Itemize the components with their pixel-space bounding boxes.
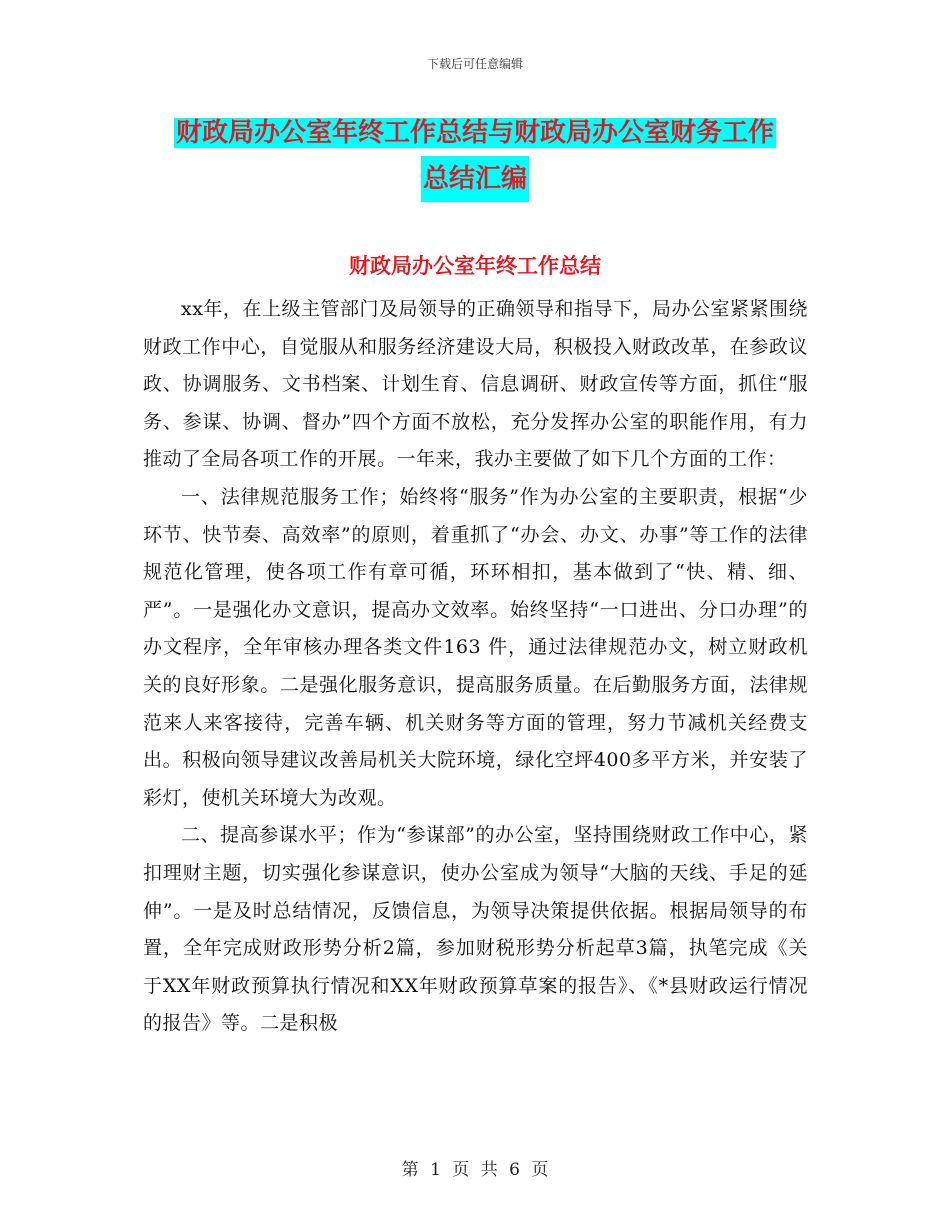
document-title-line2: 总结汇编 xyxy=(421,156,529,202)
body-text xyxy=(143,291,808,1043)
document-title-line1: 财政局办公室年终工作总结与财政局办公室财务工作 xyxy=(175,118,774,148)
paragraph-service: 一、法律规范服务工作；始终将“服务”作为办公室的主要职责，根据“少环节、快节奏、高效率”的原则，着重抓了“办会、办文、办事”等工作的法律规范化管理，使各项工作有章可循，环环相扣，基本做到了“快、精、细、严”。一是强化办文意识，提高办文效率。始终坚持“一口进出、分口办理”的办文程序，全年审核办理各类文件163 件，通过法律规范办文，树立财政机关的良好形象。二是强化服务意识，提高服务质量。在后勤服务方面，法律规范来人来客接待，完善车辆、机关财务等方面的管理，努力节减机关经费支出。积极向领导建议改善局机关大院环境，绿化空坪400多平方米，并安装了彩灯，使机关环境大为改观。 xyxy=(143,485,808,809)
section-title: 财政局办公室年终工作总结 xyxy=(349,254,601,278)
header-note: 下载后可任意编辑 xyxy=(426,57,523,71)
paragraph-intro: xx年，在上级主管部门及局领导的正确领导和指导下，局办公室紧紧围绕财政工作中心，自觉服从和服务经济建设大局，积极投入财政改革，在参政议政、协调服务、文书档案、计划生育、信息调研、财政宣传等方面，抓住“服务、参谋、协调、督办”四个方面不放松，充分发挥办公室的职能作用，有力推动了全局各项工作的开展。一年来，我办主要做了如下几个方面的工作： xyxy=(143,298,808,471)
page-footer: 第 1 页 共 6 页 xyxy=(401,1160,549,1180)
paragraph-advisory: 二、提高参谋水平；作为“参谋部”的办公室，坚持围绕财政工作中心，紧扣理财主题，切实强化参谋意识，使办公室成为领导“大脑的天线、手足的延伸”。一是及时总结情况，反馈信息，为领导决策提供依据。根据局领导的布置，全年完成财政形势分析2篇，参加财税形势分析起草3篇，执笔完成《关于XX年财政预算执行情况和XX年财政预算草案的报告》、《*县财政运行情况的报告》等。二是积极 xyxy=(143,824,808,1035)
document-title xyxy=(0,110,950,202)
